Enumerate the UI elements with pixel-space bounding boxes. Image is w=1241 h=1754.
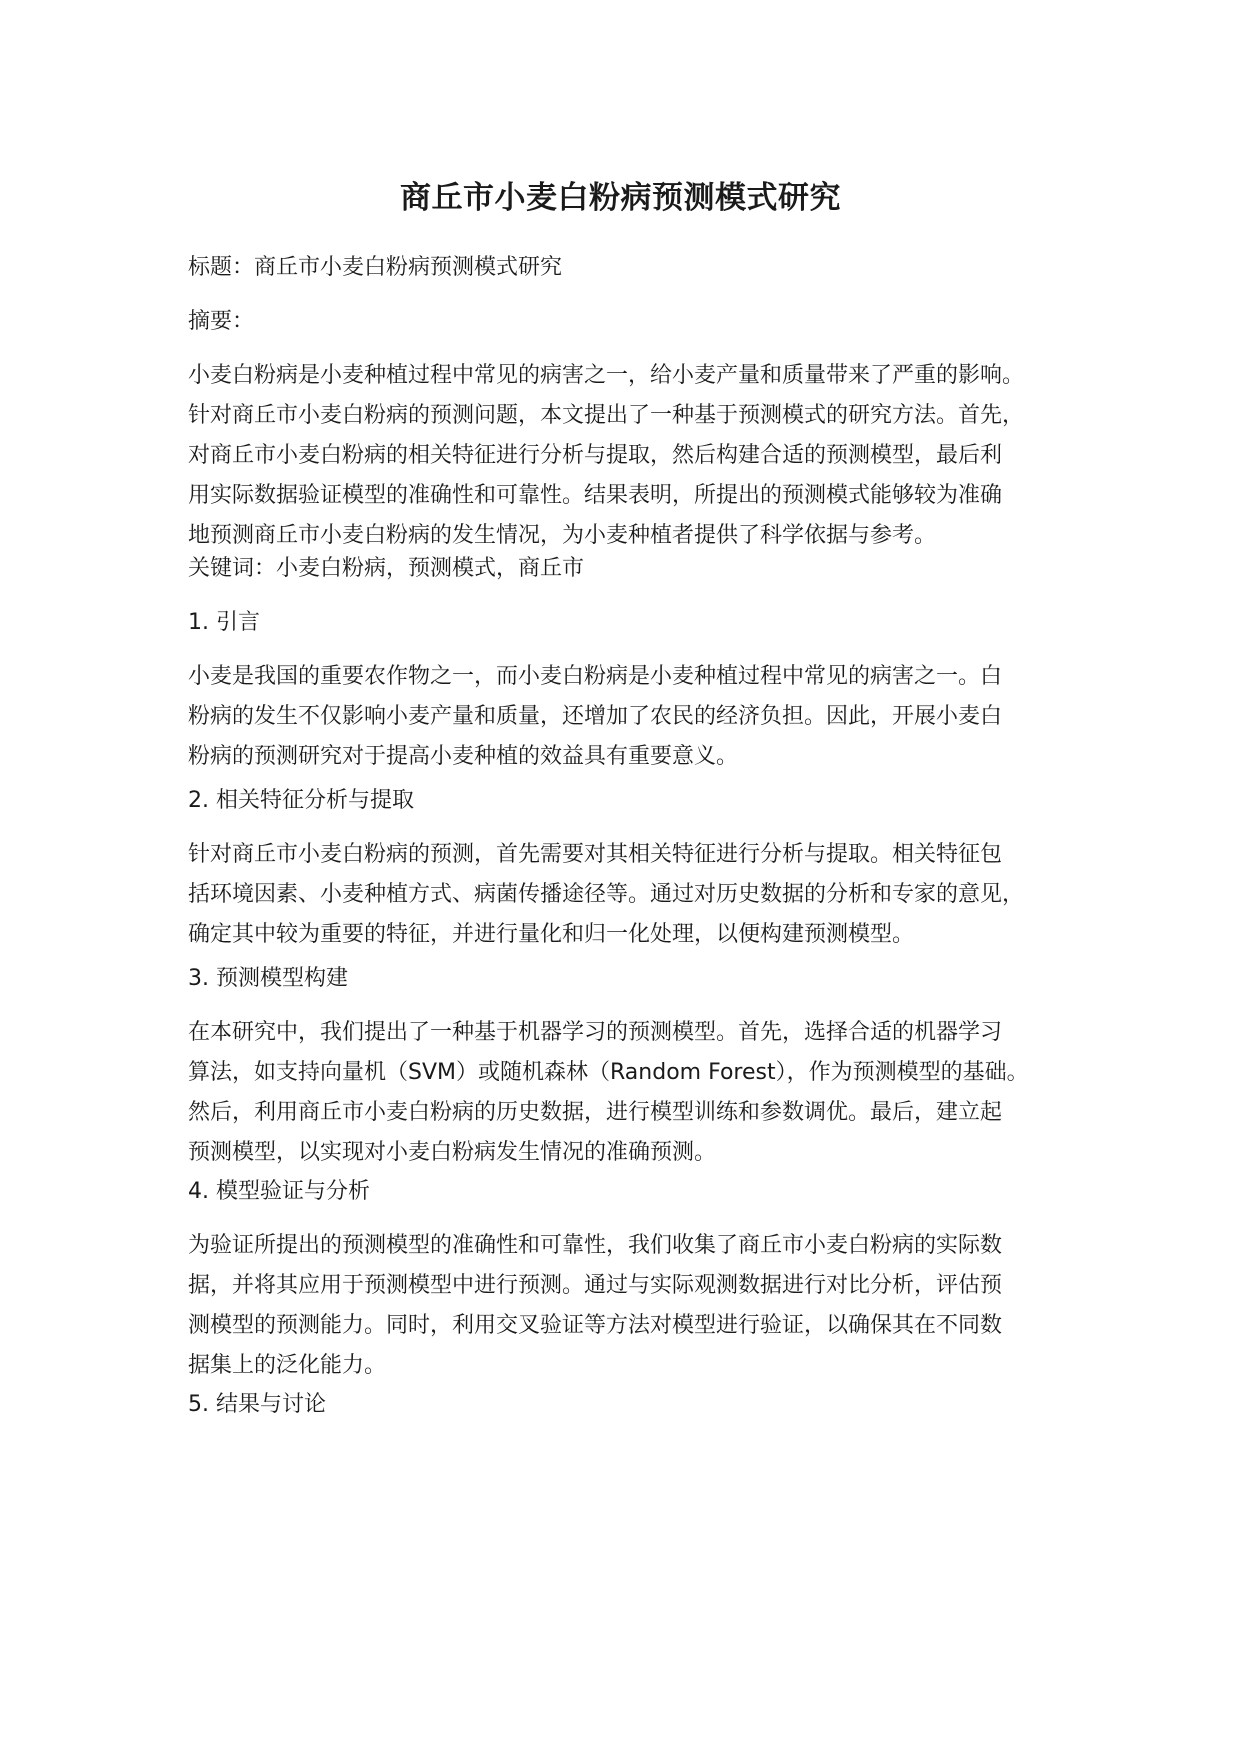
section-heading [188,781,1068,821]
abstract-line: 针对商丘市小麦白粉病的预测问题，本文提出了一种基于预测模式的研究方法。首先， [188,403,1025,428]
paragraph-line: 括环境因素、小麦种植方式、病菌传播途径等。通过对历史数据的分析和专家的意见， [188,882,1025,907]
keywords [188,549,1068,589]
section-heading [188,603,1068,643]
abstract-line: 小麦白粉病是小麦种植过程中常见的病害之一，给小麦产量和质量带来了严重的影响。 [188,363,1025,388]
paragraph-line: 测模型的预测能力。同时，利用交叉验证等方法对模型进行验证，以确保其在不同数 [188,1313,1003,1338]
abstract-heading [188,302,1068,342]
section-heading-text: 1. 引言 [188,610,260,635]
paragraph-line: 确定其中较为重要的特征，并进行量化和归一化处理，以便构建预测模型。 [188,922,915,947]
paragraph-line: 据，并将其应用于预测模型中进行预测。通过与实际观测数据进行对比分析，评估预 [188,1273,1003,1298]
section-heading [188,1385,1068,1425]
abstract-line: 地预测商丘市小麦白粉病的发生情况，为小麦种植者提供了科学依据与参考。 [188,523,937,548]
title-line-text: 标题：商丘市小麦白粉病预测模式研究 [188,255,563,280]
paragraph-line: 针对商丘市小麦白粉病的预测，首先需要对其相关特征进行分析与提取。相关特征包 [188,842,1003,867]
section-heading-text: 2. 相关特征分析与提取 [188,788,414,813]
section-paragraph [188,657,1068,777]
section-paragraph [188,1226,1068,1386]
title-line [188,248,1068,288]
section-heading-text: 4. 模型验证与分析 [188,1179,370,1204]
section-heading-text: 3. 预测模型构建 [188,966,348,991]
section-heading-text: 5. 结果与讨论 [188,1392,326,1417]
paragraph-line: 小麦是我国的重要农作物之一，而小麦白粉病是小麦种植过程中常见的病害之一。白 [188,664,1003,689]
abstract-line: 对商丘市小麦白粉病的相关特征进行分析与提取，然后构建合适的预测模型，最后利 [188,443,1003,468]
paragraph-line: 为验证所提出的预测模型的准确性和可靠性，我们收集了商丘市小麦白粉病的实际数 [188,1233,1003,1258]
section-heading [188,959,1068,999]
keywords-text: 关键词：小麦白粉病，预测模式，商丘市 [188,556,585,581]
section-paragraph [188,835,1068,955]
document-title: 商丘市小麦白粉病预测模式研究 [400,180,841,216]
paragraph-line: 算法，如支持向量机（SVM）或随机森林（Random Forest），作为预测模型的基础。 [188,1060,1029,1085]
paragraph-line: 粉病的预测研究对于提高小麦种植的效益具有重要意义。 [188,744,739,769]
paragraph-line: 然后，利用商丘市小麦白粉病的历史数据，进行模型训练和参数调优。最后，建立起 [188,1100,1003,1125]
abstract-heading-text: 摘要： [188,309,255,334]
paragraph-line: 预测模型，以实现对小麦白粉病发生情况的准确预测。 [188,1140,717,1165]
abstract-paragraph [188,356,1068,556]
section-paragraph [188,1013,1068,1173]
section-heading [188,1172,1068,1212]
paragraph-line: 据集上的泛化能力。 [188,1353,387,1378]
abstract-line: 用实际数据验证模型的准确性和可靠性。结果表明，所提出的预测模式能够较为准确 [188,483,1003,508]
paragraph-line: 在本研究中，我们提出了一种基于机器学习的预测模型。首先，选择合适的机器学习 [188,1020,1003,1045]
paragraph-line: 粉病的发生不仅影响小麦产量和质量，还增加了农民的经济负担。因此，开展小麦白 [188,704,1003,729]
